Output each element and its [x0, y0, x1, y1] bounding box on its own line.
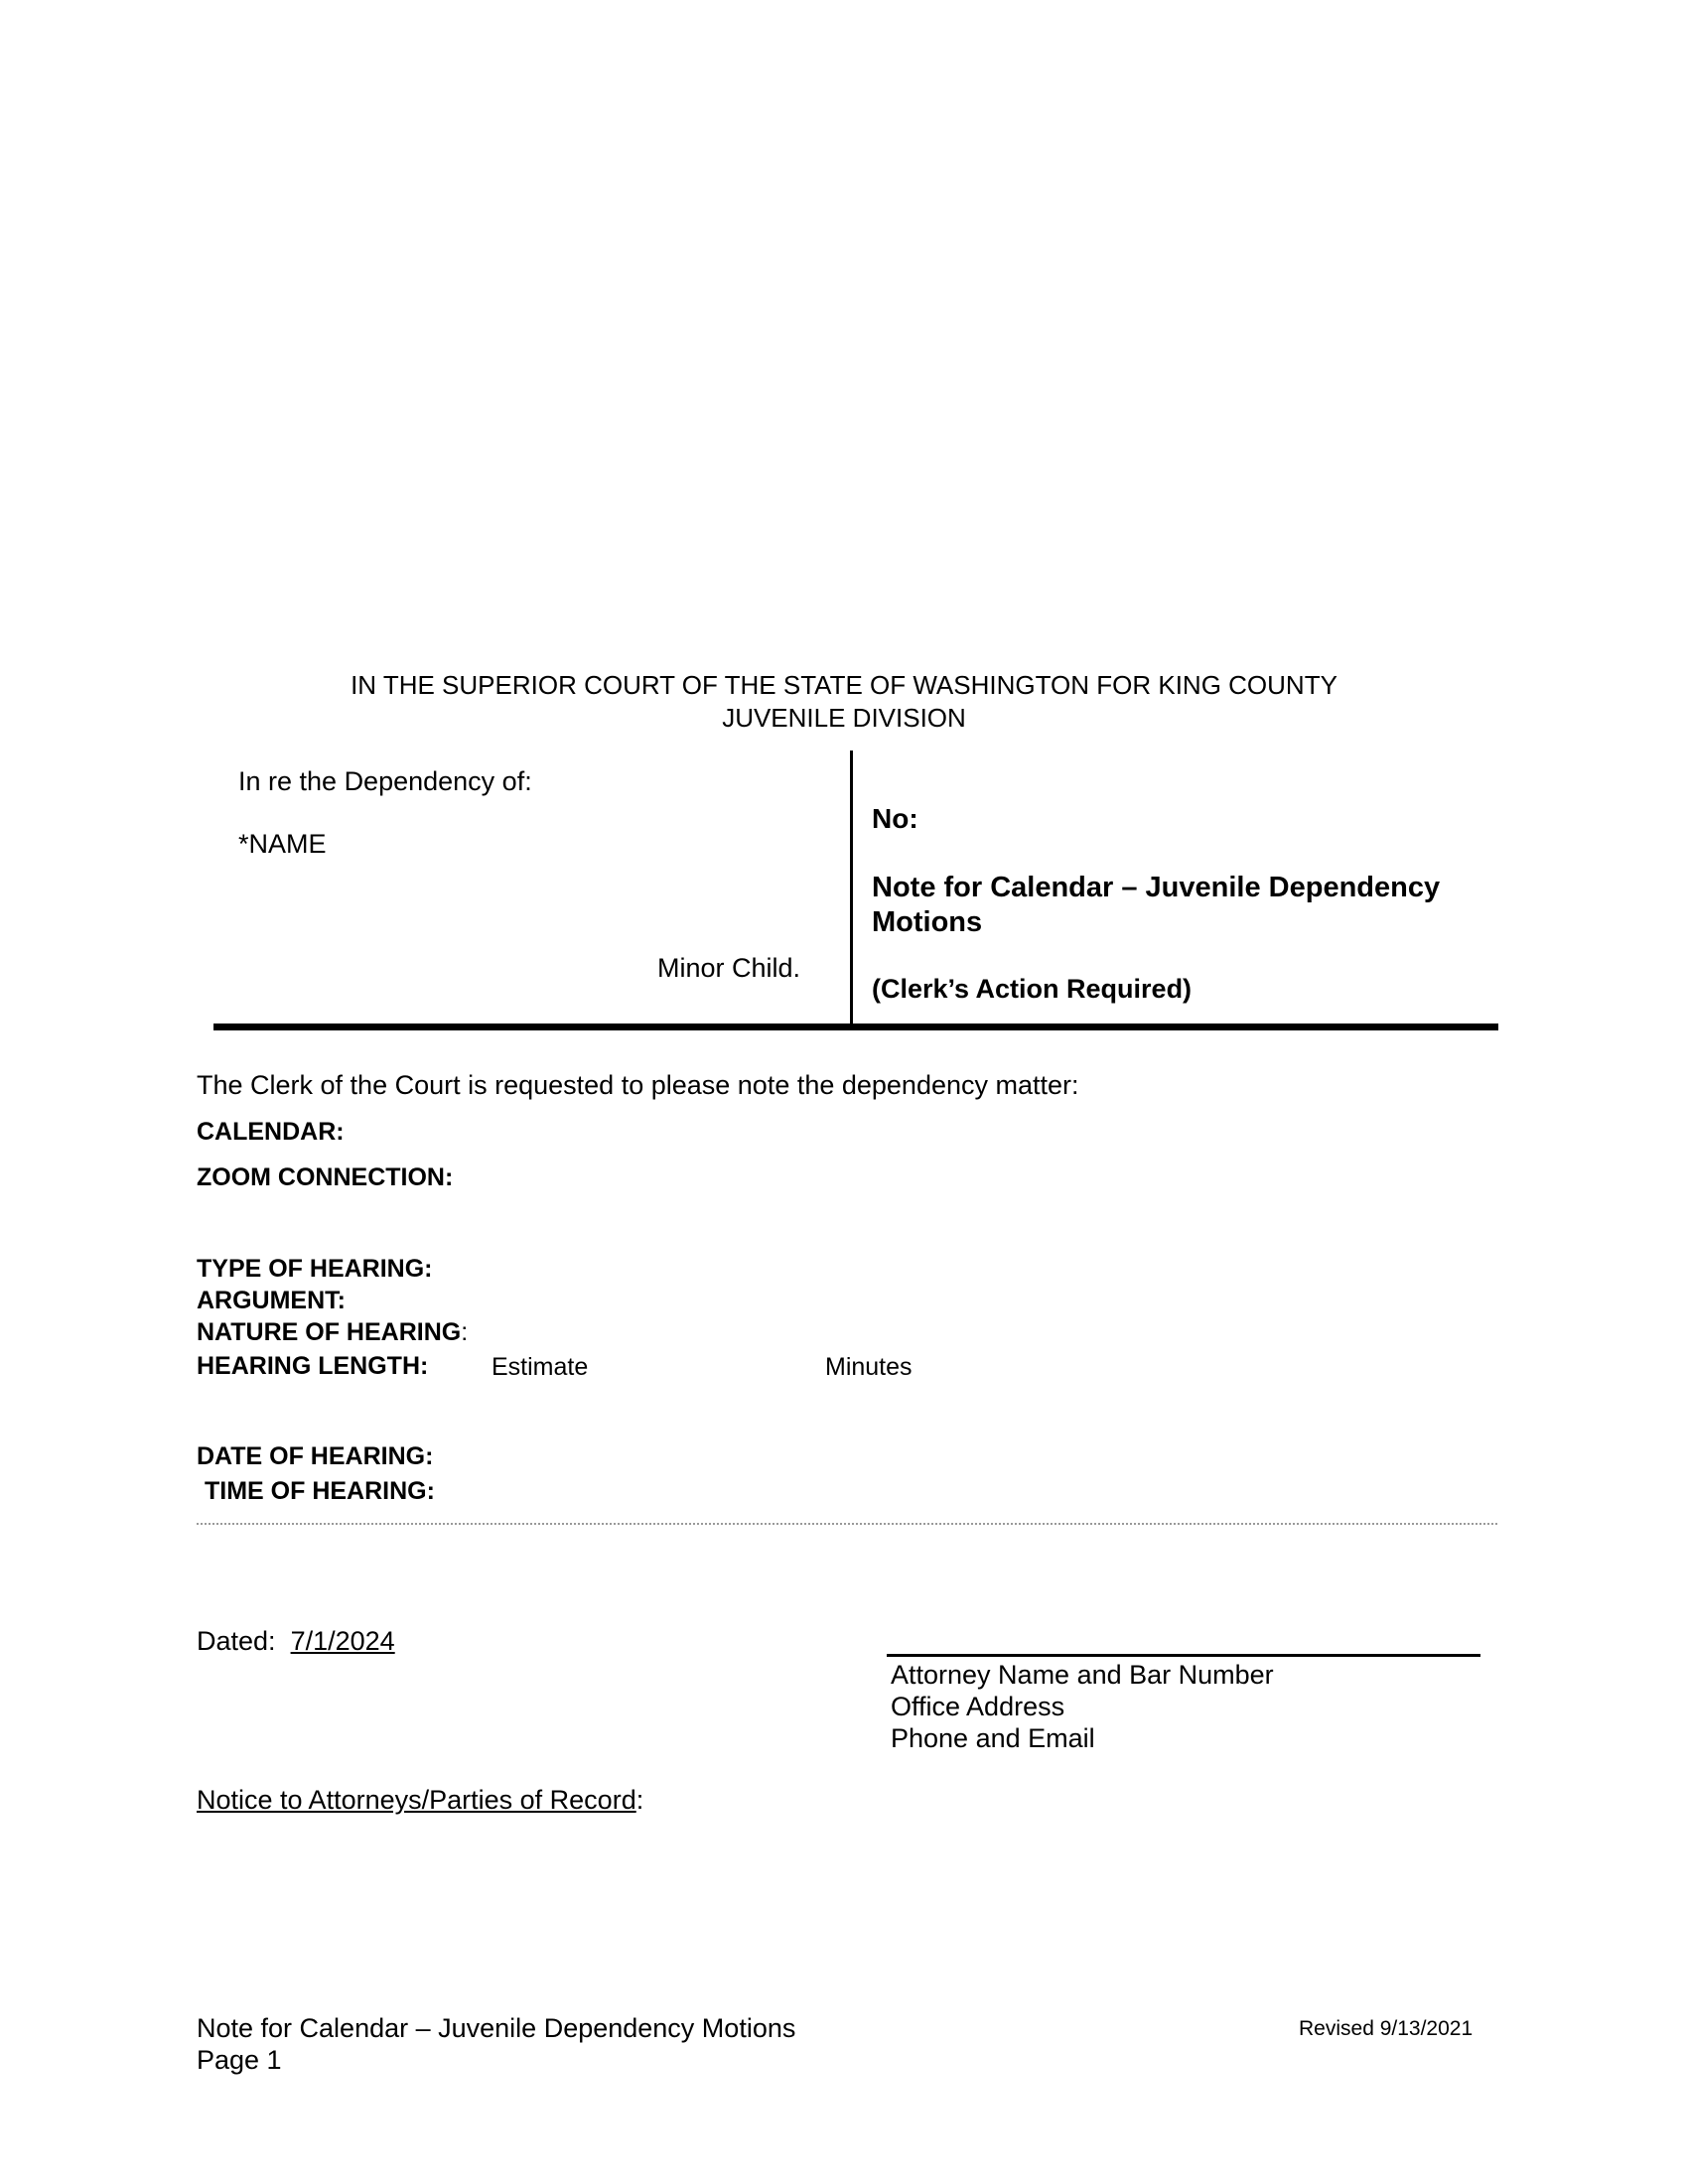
document-title-line2: Motions	[872, 906, 983, 938]
footer-revised-date: Revised 9/13/2021	[1299, 2017, 1474, 2040]
notice-colon: :	[635, 1785, 644, 1815]
clerk-action-note: (Clerk’s Action Required)	[872, 974, 1193, 1004]
court-heading: IN THE SUPERIOR COURT OF THE STATE OF WASHINGTON FOR KING COUNTY	[351, 670, 1337, 700]
argument-label: ARGUMENT:	[197, 1287, 346, 1314]
signature-line	[887, 1654, 1480, 1657]
minor-child-label: Minor Child.	[657, 953, 801, 983]
document-title-line1: Note for Calendar – Juvenile Dependency	[872, 872, 1441, 903]
child-name: *NAME	[238, 829, 327, 859]
phone-email: Phone and Email	[891, 1723, 1095, 1753]
notice-label: Notice to Attorneys/Parties of Record	[197, 1785, 636, 1815]
estimate-label: Estimate	[492, 1353, 589, 1381]
notice-heading	[197, 1785, 643, 1816]
attorney-name-bar: Attorney Name and Bar Number	[891, 1660, 1274, 1690]
type-of-hearing-label: TYPE OF HEARING:	[197, 1255, 433, 1283]
in-re-label: In re the Dependency of:	[238, 766, 532, 796]
nature-of-hearing-label	[197, 1318, 468, 1347]
footer-page-number: Page 1	[197, 2045, 282, 2075]
time-of-hearing-label: TIME OF HEARING:	[205, 1477, 435, 1505]
division-heading: JUVENILE DIVISION	[722, 703, 966, 733]
nature-of-hearing-text: NATURE OF HEARING	[197, 1318, 462, 1346]
office-address: Office Address	[891, 1692, 1065, 1721]
dated-line	[197, 1626, 395, 1657]
nature-colon: :	[461, 1318, 469, 1346]
case-number-label: No:	[872, 803, 918, 834]
date-of-hearing-label: DATE OF HEARING:	[197, 1442, 434, 1470]
dotted-separator	[197, 1523, 1497, 1525]
caption-bottom-rule	[213, 1024, 1498, 1030]
dated-label: Dated:	[197, 1626, 276, 1656]
hearing-length-label: HEARING LENGTH:	[197, 1352, 429, 1380]
calendar-label: CALENDAR:	[197, 1118, 345, 1146]
footer-title: Note for Calendar – Juvenile Dependency Motions	[197, 2013, 796, 2043]
minutes-label: Minutes	[825, 1353, 913, 1381]
clerk-request-text: The Clerk of the Court is requested to please note the dependency matter:	[197, 1070, 1079, 1100]
zoom-connection-label: ZOOM CONNECTION:	[197, 1163, 454, 1191]
dated-value: 7/1/2024	[290, 1626, 395, 1656]
caption-divider	[850, 751, 853, 1026]
